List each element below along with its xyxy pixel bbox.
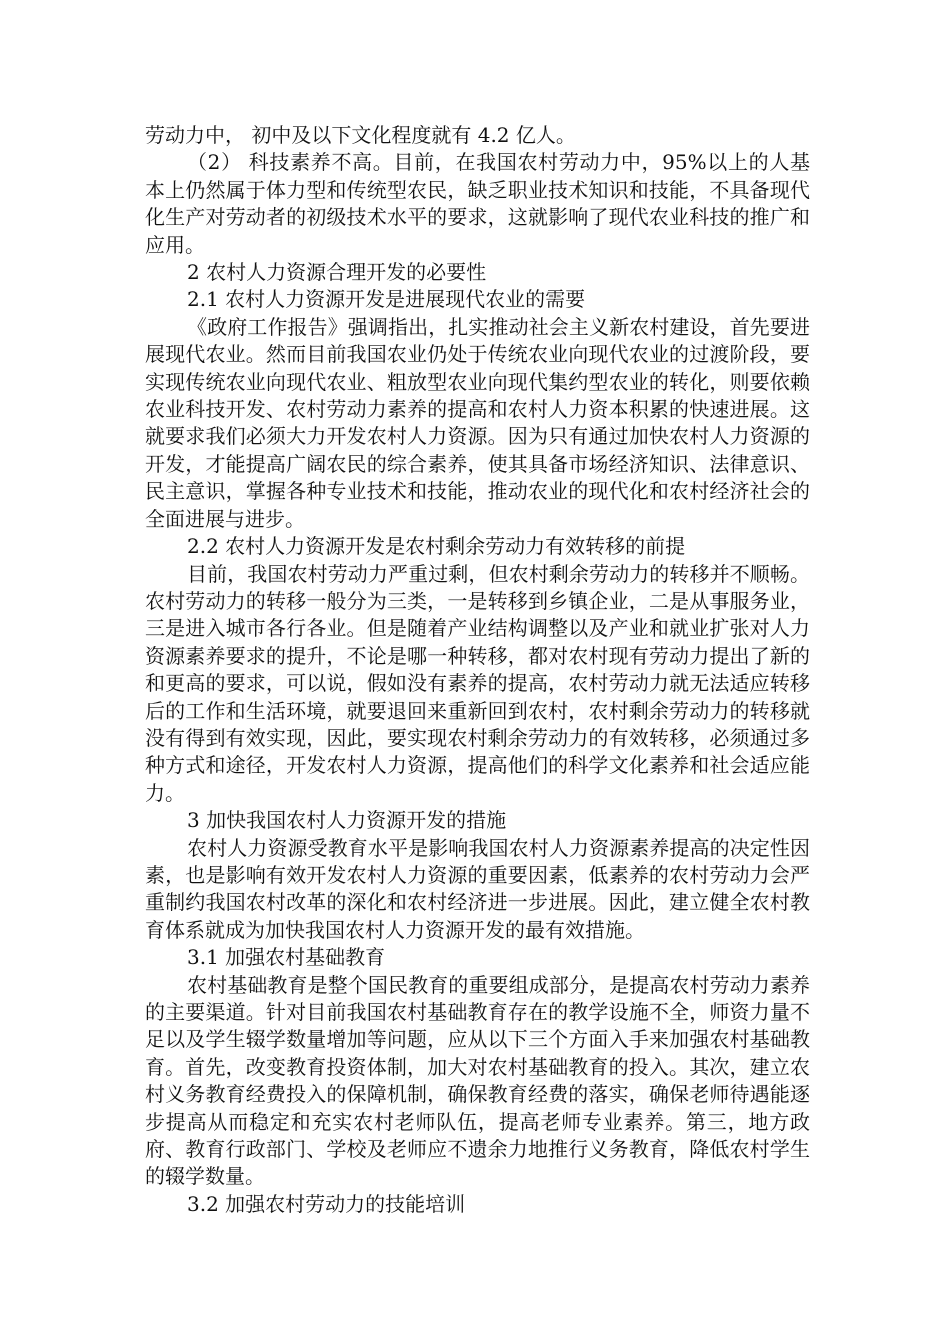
paragraph: 《政府工作报告》强调指出，扎实推动社会主义新农村建设，首先要进展现代农业。然而目前我国农业仍处于传统农业向现代农业的过渡阶段，要实现传统农业向现代农业、粗放型农业向现代集约型农业的转化，则要依赖农业科技开发、农村劳动力素养的提高和农村人力资本积累的快速进展。这就要求我们必须大力开发农村人力资源。因为只有通过加快农村人力资源的开发，才能提高广阔农民的综合素养，使其具备市场经济知识、法律意识、民主意识，掌握各种专业技术和技能，推动农业的现代化和农村经济社会的全面进展与进步。 [145,314,810,531]
paragraph: 农村基础教育是整个国民教育的重要组成部分，是提高农村劳动力素养的主要渠道。针对目前我国农村基础教育存在的教学设施不全，师资力量不足以及学生辍学数量增加等问题，应从以下三个方面入手来加强农村基础教育。首先，改变教育投资体制，加大对农村基础教育的投入。其次，建立农村义务教育经费投入的保障机制，确保教育经费的落实，确保老师待遇能逐步提高从而稳定和充实农村老师队伍，提高老师专业素养。第三，地方政府、教育行政部门、学校及老师应不遗余力地推行义务教育，降低农村学生的辍学数量。 [145,972,810,1189]
subsection-heading: 3.2 加强农村劳动力的技能培训 [187,1191,466,1216]
section-heading: 3 加快我国农村人力资源开发的措施 [187,808,507,833]
subsection-heading: 3.1 加强农村基础教育 [187,945,386,970]
paragraph: （2） 科技素养不高。目前，在我国农村劳动力中，95%以上的人基本上仍然属于体力型和传统型农民，缺乏职业技术知识和技能，不具备现代化生产对劳动者的初级技术水平的要求，这就影响了现代农业科技的推广和应用。 [145,150,810,257]
subsection-heading: 2.1 农村人力资源开发是进展现代农业的需要 [187,287,586,312]
paragraph: 劳动力中， 初中及以下文化程度就有 4.2 亿人。 [145,123,576,147]
paragraph: 农村人力资源受教育水平是影响我国农村人力资源素养提高的决定性因素，也是影响有效开发农村人力资源的重要因素，低素养的农村劳动力会严重制约我国农村改革的深化和农村经济进一步进展。因此，建立健全农村教育体系就成为加快我国农村人力资源开发的最有效措施。 [145,835,810,942]
document-body [145,122,810,1218]
subsection-heading: 2.2 农村人力资源开发是农村剩余劳动力有效转移的前提 [187,534,686,559]
section-heading: 2 农村人力资源合理开发的必要性 [187,260,487,285]
paragraph: 目前，我国农村劳动力严重过剩，但农村剩余劳动力的转移并不顺畅。农村劳动力的转移一般分为三类，一是转移到乡镇企业，二是从事服务业，三是进入城市各行各业。但是随着产业结构调整以及产业和就业扩张对人力资源素养要求的提升，不论是哪一种转移，都对农村现有劳动力提出了新的和更高的要求，可以说，假如没有素养的提高，农村劳动力就无法适应转移后的工作和生活环境，就要退回来重新回到农村，农村剩余劳动力的转移就没有得到有效实现，因此，要实现农村剩余劳动力的有效转移，必须通过多种方式和途径，开发农村人力资源，提高他们的科学文化素养和社会适应能力。 [145,561,810,805]
